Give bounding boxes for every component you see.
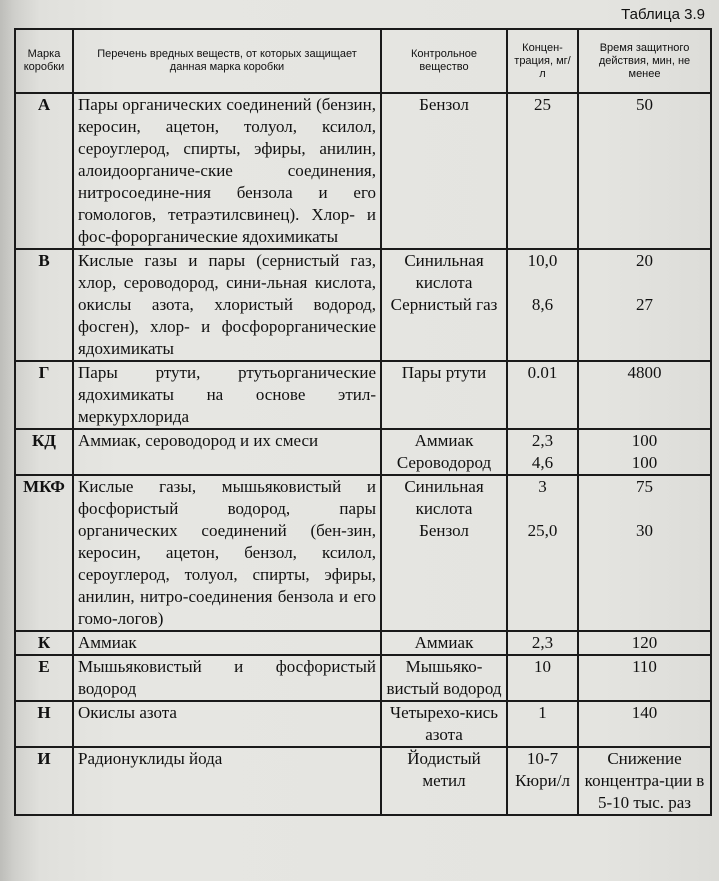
protection-time: 120 (578, 631, 711, 655)
table-row (15, 93, 711, 249)
box-code: Г (15, 361, 73, 429)
substances-list: Кислые газы, мышьяковистый и фосфористый водород, пары органических соединений (бен-зин, керосин, ацетон, бензол, ксилол, сероуглерод, толуол, спирты, эфиры, анилин, нитро-соединения бензола и его гомо-логов) (73, 475, 381, 631)
concentration-item: 10,0 (527, 251, 558, 270)
control-substance-item: Сероводород (396, 453, 492, 472)
control-substance-item: Аммиак (414, 431, 474, 450)
control-substance: Пары ртути (381, 361, 507, 429)
box-code: Е (15, 655, 73, 701)
protection-time: 140 (578, 701, 711, 747)
protection-time: 4800 (578, 361, 711, 429)
protection-time (578, 249, 711, 361)
protection-time-item: 75 (636, 477, 653, 496)
box-code: А (15, 93, 73, 249)
control-substance: Мышьяко-вистый водород (381, 655, 507, 701)
box-code: К (15, 631, 73, 655)
concentration (507, 429, 578, 475)
concentration-item: 4,6 (531, 453, 554, 472)
control-substance: Четырехо-кись азота (381, 701, 507, 747)
substances-list: Кислые газы и пары (сернистый газ, хлор, сероводород, сини-льная кислота, окислы азота, хлористый водород, фосген), хлор- и фосфорорганические ядохимикаты (73, 249, 381, 361)
box-code: МКФ (15, 475, 73, 631)
control-substance-item: Синильная кислота (404, 477, 484, 518)
protection-time (578, 475, 711, 631)
concentration: 25 (507, 93, 578, 249)
concentration: 10-7 Кюри/л (507, 747, 578, 815)
concentration: 2,3 (507, 631, 578, 655)
concentration: 1 (507, 701, 578, 747)
control-substance (381, 249, 507, 361)
header-concentration: Концен-трация, мг/л (507, 29, 578, 93)
protection-time-item: 30 (636, 521, 653, 540)
header-substances: Перечень вредных веществ, от которых защищает данная марка коробки (73, 29, 381, 93)
box-code: КД (15, 429, 73, 475)
substances-list: Окислы азота (73, 701, 381, 747)
concentration-item: 3 (538, 477, 547, 496)
control-substance-item: Сернистый газ (390, 295, 498, 314)
table-row (15, 475, 711, 631)
protection-time (578, 429, 711, 475)
control-substance: Аммиак (381, 631, 507, 655)
substances-list: Мышьяковистый и фосфористый водород (73, 655, 381, 701)
control-substance: Бензол (381, 93, 507, 249)
table-row (15, 631, 711, 655)
concentration (507, 475, 578, 631)
concentration-item: 2,3 (531, 431, 554, 450)
control-substance-item: Синильная кислота (404, 251, 484, 292)
protection-time-item: 100 (631, 431, 658, 450)
table-row (15, 249, 711, 361)
table-row (15, 655, 711, 701)
control-substance (381, 475, 507, 631)
control-substance: Йодистый метил (381, 747, 507, 815)
concentration: 0.01 (507, 361, 578, 429)
table-row (15, 429, 711, 475)
table-header-row (15, 29, 711, 93)
box-code: Н (15, 701, 73, 747)
control-substance-item: Бензол (419, 521, 469, 540)
concentration (507, 249, 578, 361)
control-substance (381, 429, 507, 475)
table-row (15, 747, 711, 815)
table-row (15, 701, 711, 747)
box-code: В (15, 249, 73, 361)
concentration: 10 (507, 655, 578, 701)
substances-list: Пары ртути, ртутьорганические ядохимикаты на основе этил-меркурхлорида (73, 361, 381, 429)
substances-list: Аммиак (73, 631, 381, 655)
header-control: Контрольное вещество (381, 29, 507, 93)
protection-time: 110 (578, 655, 711, 701)
protection-time: 50 (578, 93, 711, 249)
protection-time-item: 20 (636, 251, 653, 270)
concentration-item: 25,0 (527, 521, 558, 540)
protection-time: Снижение концентра-ции в 5-10 тыс. раз (578, 747, 711, 815)
substances-list: Радионуклиды йода (73, 747, 381, 815)
protection-time-item: 27 (636, 295, 653, 314)
substances-list: Пары органических соединений (бензин, керосин, ацетон, толуол, ксилол, сероуглерод, спирты, эфиры, анилин, алоидоорганиче-ские соединения, нитросоедине-ния бензола и его гомологов, тетраэтилсвинец). Хлор- и фос-форорганические ядохимикаты (73, 93, 381, 249)
protection-time-item: 100 (631, 453, 658, 472)
concentration-item: 8,6 (531, 295, 554, 314)
header-time: Время защитного действия, мин, не менее (578, 29, 711, 93)
header-code: Марка коробки (15, 29, 73, 93)
gas-mask-box-table (14, 28, 712, 816)
table-caption: Таблица 3.9 (621, 6, 705, 23)
substances-list: Аммиак, сероводород и их смеси (73, 429, 381, 475)
table-row (15, 361, 711, 429)
box-code: И (15, 747, 73, 815)
